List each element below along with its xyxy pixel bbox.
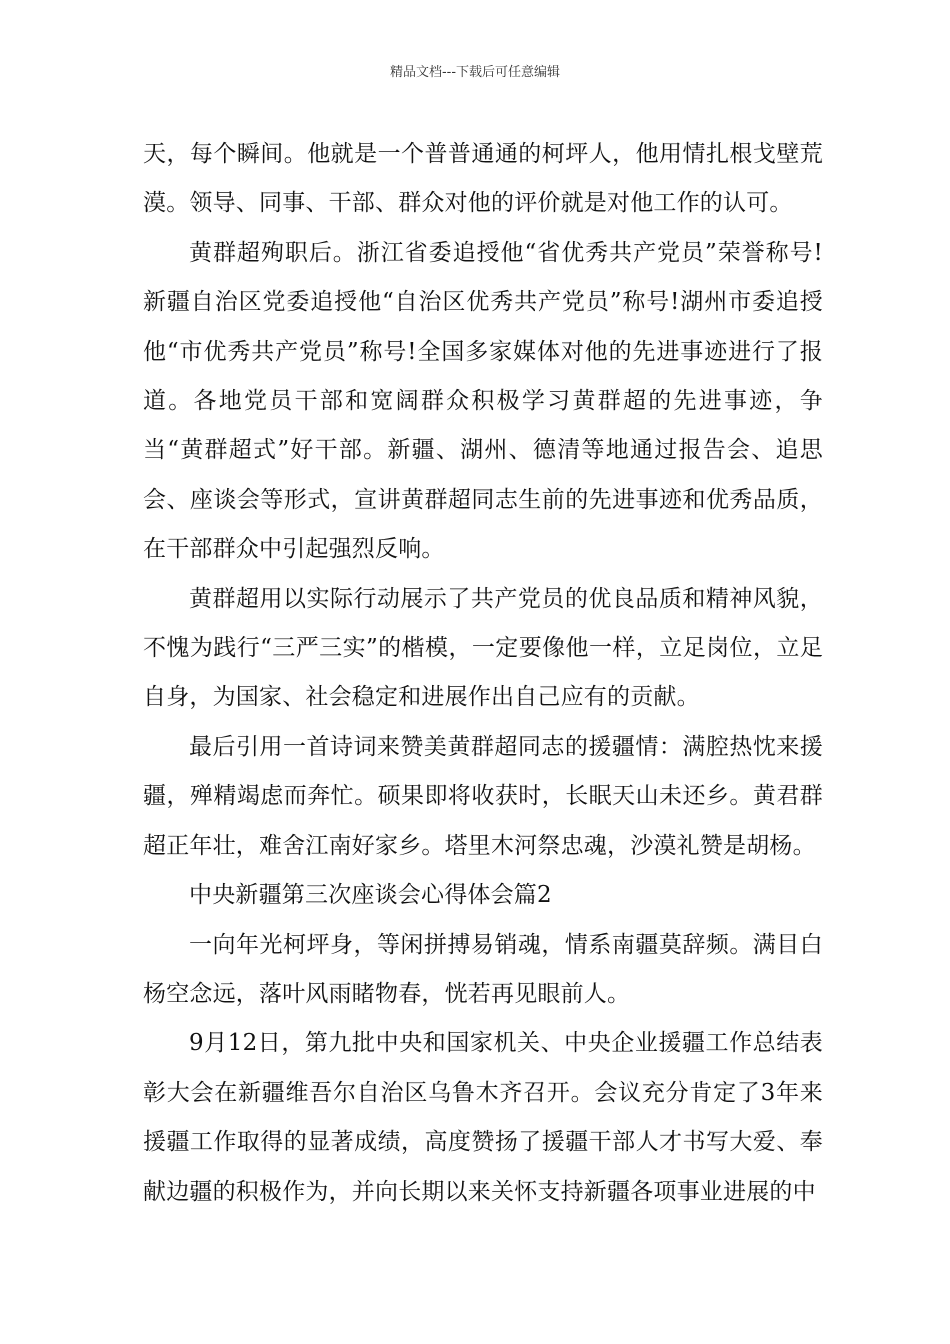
paragraph-honors: 黄群超殉职后。浙江省委追授他“省优秀共产党员”荣誉称号!新疆自治区党委追授他“自治区优秀共产党员”称号!湖州市委追授他“市优秀共产党员”称号!全国多家媒体对他的先进事迹进行了报道。各地党员干部和宽阔群众积极学习黄群超的先进事迹，争当“黄群超式”好干部。新疆、湖州、德清等地通过报告会、追思会、座谈会等形式，宣讲黄群超同志生前的先进事迹和优秀品质，在干部群众中引起强烈反响。 (143, 239, 823, 563)
paragraph-meeting: 9月12日，第九批中央和国家机关、中央企业援疆工作总结表彰大会在新疆维吾尔自治区乌鲁木齐召开。会议充分肯定了3年来援疆工作取得的显著成绩，高度赞扬了援疆干部人才书写大爱、奉献边疆的积极作为，并向长期以来关怀支持新疆各项事业进展的中 (143, 1030, 823, 1205)
document-body (143, 130, 823, 1217)
paragraph-poem: 最后引用一首诗词来赞美黄群超同志的援疆情：满腔热忱来援疆，殚精竭虑而奔忙。硕果即将收获时，长眠天山未还乡。黄君群超正年壮，难舍江南好家乡。塔里木河祭忠魂，沙漠礼赞是胡杨。 (143, 733, 823, 859)
paragraph-verse: 一向年光柯坪身，等闲拼搏易销魂，情系南疆莫辞频。满目白杨空念远，落叶风雨睹物春，恍若再见眼前人。 (143, 931, 823, 1007)
paragraph-role-model: 黄群超用以实际行动展示了共产党员的优良品质和精神风貌，不愧为践行“三严三实”的楷模，一定要像他一样，立足岗位，立足自身，为国家、社会稳定和进展作出自己应有的贡献。 (143, 585, 823, 711)
page-header: 精品文档---下载后可任意编辑 (389, 65, 561, 80)
section-heading: 中央新疆第三次座谈会心得体会篇2 (189, 882, 552, 909)
paragraph-continuation: 天，每个瞬间。他就是一个普普通通的柯坪人，他用情扎根戈壁荒漠。领导、同事、干部、群众对他的评价就是对他工作的认可。 (143, 141, 823, 217)
